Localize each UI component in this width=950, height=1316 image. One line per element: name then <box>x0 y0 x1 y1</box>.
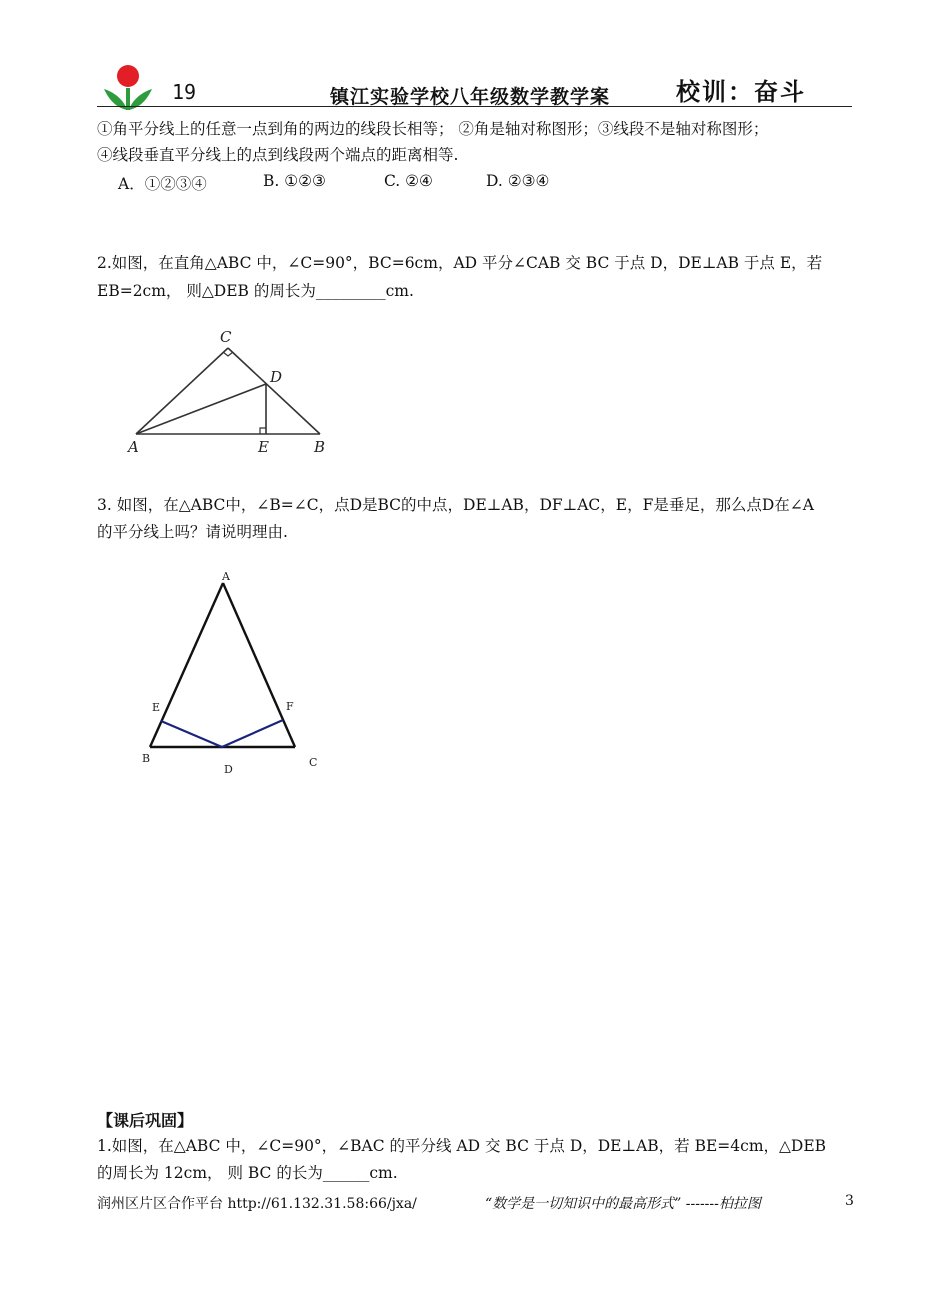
q2-side-cb <box>228 348 320 434</box>
header-rule <box>97 106 852 107</box>
q2-side-ac <box>136 348 228 434</box>
school-logo <box>100 64 156 112</box>
q3-side-ac <box>223 583 295 747</box>
q3-label-c: C <box>309 756 318 769</box>
q2-statement-line1: 2.如图，在直角△ABC 中，∠C=90°，BC=6cm，AD 平分∠CAB 交 BC 于点 D，DE⊥AB 于点 E，若 <box>97 254 823 272</box>
footer-page-number: 3 <box>845 1193 854 1209</box>
q3-statement-line1: 3. 如图，在△ABC中，∠B=∠C，点D是BC的中点，DE⊥AB，DF⊥AC，E，F是垂足，那么点D在∠A <box>97 496 814 514</box>
q3-segment-de <box>161 721 222 747</box>
footer-platform-link: 润州区片区合作平台 http://61.132.31.58:66/jxa/ <box>97 1196 417 1212</box>
q3-label-f: F <box>286 700 294 713</box>
q2-label-a: A <box>128 438 139 456</box>
q1-statement-line1: ①角平分线上的任意一点到角的两边的线段长相等； ②角是轴对称图形；③线段不是轴对称图形； <box>97 120 769 138</box>
header-page-number: 19 <box>172 80 197 104</box>
q3-statement-line2: 的平分线上吗？请说明理由. <box>97 523 288 541</box>
q3-label-b: B <box>142 752 151 765</box>
q2-right-angle-e <box>260 428 266 434</box>
q1-option-b: B. ①②③ <box>263 172 326 190</box>
review-q1-line2: 的周长为 12cm， 则 BC 的长为______cm. <box>97 1164 398 1182</box>
footer-quote: “数学是一切知识中的最高形式” -------柏拉图 <box>485 1196 761 1212</box>
q3-label-e: E <box>152 701 161 714</box>
q2-label-d: D <box>270 368 283 386</box>
q2-label-b: B <box>314 438 326 456</box>
q3-segment-df <box>222 720 283 747</box>
q3-label-a: A <box>222 570 230 583</box>
q2-figure <box>120 320 340 460</box>
q1-statement-line2: ④线段垂直平分线上的点到线段两个端点的距离相等. <box>97 146 459 164</box>
q2-label-e: E <box>258 438 269 456</box>
review-heading: 【课后巩固】 <box>97 1111 194 1130</box>
review-q1-line1: 1.如图，在△ABC 中，∠C=90°，∠BAC 的平分线 AD 交 BC 于点 D，DE⊥AB，若 BE=4cm，△DEB <box>97 1137 827 1155</box>
q2-statement-line2: EB=2cm， 则△DEB 的周长为_________cm. <box>97 282 414 300</box>
q2-right-angle-c <box>223 352 233 356</box>
q2-bisector-ad <box>136 384 266 434</box>
q3-label-d: D <box>224 763 233 776</box>
q1-option-d: D. ②③④ <box>486 172 550 190</box>
q1-option-a: A．①②③④ <box>118 175 207 193</box>
q2-label-c: C <box>220 328 232 346</box>
header-motto: 校训：奋斗 <box>676 77 806 106</box>
q1-option-c: C. ②④ <box>384 172 433 190</box>
header-title: 镇江实验学校八年级数学教学案 <box>330 86 611 108</box>
q3-figure <box>130 565 330 785</box>
q3-side-ab <box>150 583 223 747</box>
